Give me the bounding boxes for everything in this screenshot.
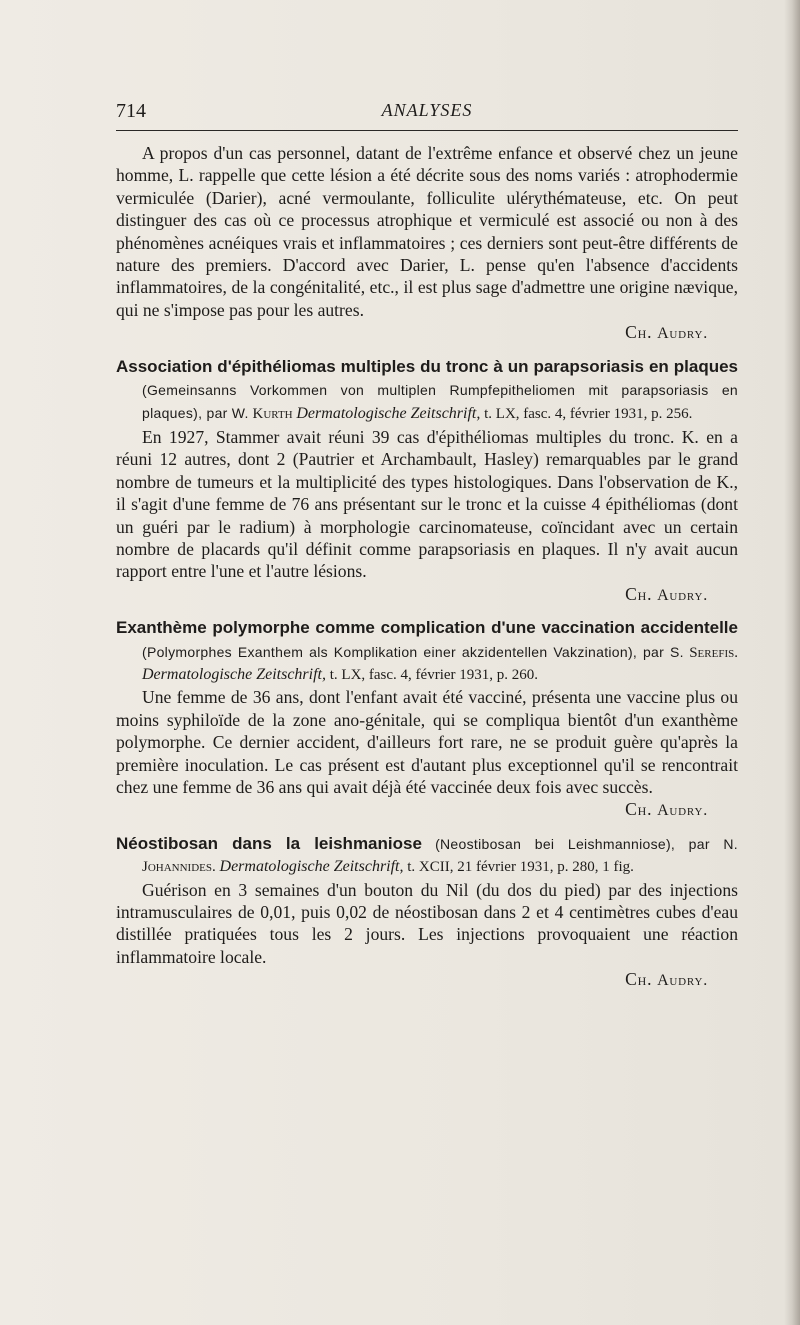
- signature-name: Audry.: [657, 586, 708, 604]
- entry-title: Association d'épithéliomas multiples du tronc à un parapsoriasis en plaques: [116, 356, 738, 376]
- entry-journal: Dermatologische Zeitschrift,: [296, 405, 481, 423]
- entry-heading: [116, 617, 738, 686]
- intro-paragraph: A propos d'un cas personnel, datant de l'extrême enfance et observé chez un jeune homme, L. rappelle que cette lésion a été décrite sous des noms variés : atrophodermie vermiculée (Darier), acné vermoulante, folliculite ulérythémateuse, etc. On peut distinguer des cas où ce processus atrophique et vermiculé est associé ou non à des phénomènes acnéiques vrais et inflammatoires ; ces derniers sont peut-être différents de nature des premiers. D'accord avec Darier, L. pense qu'en l'absence d'accidents inflammatoires, de la congénitalité, etc., il est plus sage d'admettre une origine nævique, qui ne s'impose pas pour les autres.: [116, 143, 738, 320]
- entry-heading: [116, 356, 738, 426]
- entry-body: Guérison en 3 semaines d'un bouton du Nil (du dos du pied) par des injections intramusculaires de 0,01, puis 0,02 de néostibosan dans 2 et 4 centimètres cubes d'eau distillée pratiquées tous les 2 jours. Les injections provoquaient une réaction inflammatoire locale.: [116, 879, 738, 967]
- entry-author: Johannides.: [142, 859, 216, 876]
- signature-initial: Ch.: [625, 969, 653, 990]
- signature-initial: Ch.: [625, 799, 653, 820]
- signature-initial: Ch.: [625, 322, 653, 343]
- signature-initial: Ch.: [625, 583, 653, 604]
- entry-heading: [116, 833, 738, 879]
- entry-body: Une femme de 36 ans, dont l'enfant avait été vacciné, présenta une vaccine plus ou moins syphiloïde de la zone ano-génitale, qui se compliqua bientôt d'un exanthème polymorphe. Ce dernier accident, d'ailleurs fort rare, ne se produit guère qu'après la première inoculation. Le cas présent est d'autant plus exceptionnel qu'il se rencontrait chez une femme de 36 ans qui avait déjà été vaccinée deux fois avec succès.: [116, 687, 738, 797]
- running-title: ANALYSES: [381, 100, 473, 120]
- entry-original-title: (Neostibosan bei Leishmanniose), par N.: [435, 835, 738, 852]
- entry-body: En 1927, Stammer avait réuni 39 cas d'épithéliomas multiples du tronc. K. en a réuni 12 autres, dont 2 (Pautrier et Archambault, Hasley) remarquables par le grand nombre de tumeurs et la multiplicité des types histologiques. Dans l'observation de K., il s'agit d'une femme de 76 ans présentant sur le tronc et la cuisse 4 épithéliomas (dont un guéri par le radium) à morphologie carcinomateuse, coïncidant avec un certain nombre de placards qu'il définit comme parapsoriasis en plaques. Il n'y avait aucun rapport entre l'une et l'autre lésions.: [116, 426, 738, 582]
- page-number: 714: [116, 100, 146, 122]
- entry-original-title: (Gemeinsanns Vorkommen von multiplen Rumpfepitheliomen mit parapsoriasis en plaques), par W.: [142, 382, 738, 422]
- entry-signature: [116, 968, 738, 992]
- signature-name: Audry.: [657, 972, 708, 990]
- entry-signature: [116, 798, 738, 822]
- entry-journal: Dermatologische Zeitschrift,: [219, 858, 404, 876]
- intro-signature: [116, 321, 738, 345]
- entry-author: Serefis.: [689, 644, 738, 661]
- header-rule: [116, 130, 738, 131]
- entry-signature: [116, 583, 738, 607]
- entry-original-title: (Polymorphes Exanthem als Komplikation einer akzidentellen Vakzination), par S.: [142, 643, 684, 660]
- entry-title: Néostibosan dans la leishmaniose: [116, 833, 422, 853]
- entry-author: Kurth: [252, 406, 293, 423]
- entry-title: Exanthème polymorphe comme complication d'une vaccination accidentelle: [116, 618, 738, 638]
- entry-reference: t. XCII, 21 février 1931, p. 280, 1 fig.: [407, 859, 634, 876]
- entry-reference: t. LX, fasc. 4, février 1931, p. 256.: [484, 406, 693, 423]
- entry-reference: t. LX, fasc. 4, février 1931, p. 260.: [329, 666, 539, 683]
- page-content: [116, 142, 738, 993]
- signature-name: Audry.: [657, 802, 708, 820]
- page-header: [116, 100, 738, 130]
- signature-name: Audry.: [657, 325, 708, 343]
- page-edge-shadow: [784, 0, 800, 1325]
- entry-journal: Dermatologische Zeitschrift,: [142, 665, 326, 683]
